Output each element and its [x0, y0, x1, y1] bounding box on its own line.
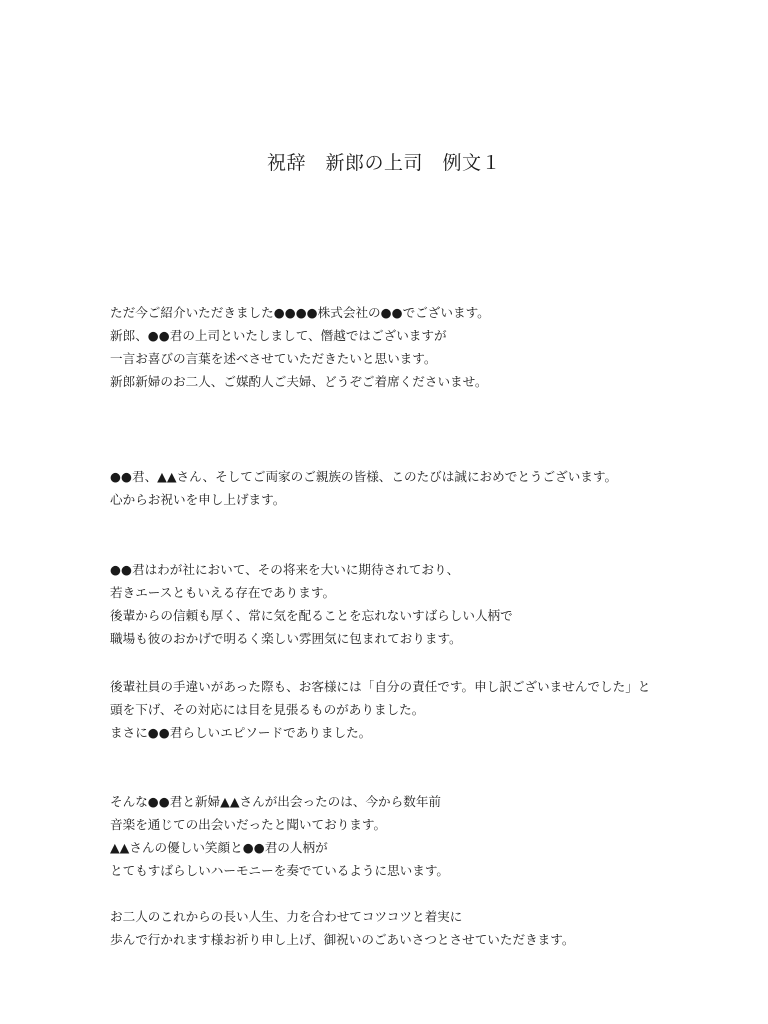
text-line: 心からお祝いを申し上げます。: [110, 492, 286, 507]
text-line: 新郎、●●君の上司といたしまして、僭越ではございますが: [110, 328, 447, 343]
text-line: 歩んで行かれます様お祈り申し上げ、御祝いのごあいさつとさせていただきます。: [110, 932, 575, 947]
paragraph-groom-character: [110, 558, 670, 650]
paragraph-meeting: [110, 790, 670, 882]
text-line: まさに●●君らしいエピソードでありました。: [110, 725, 372, 740]
text-line: お二人のこれからの長い人生、力を合わせてコツコツと着実に: [110, 909, 463, 924]
text-line: 若きエースともいえる存在であります。: [110, 585, 336, 600]
text-line: 新郎新婦のお二人、ご媒酌人ご夫婦、どうぞご着席くださいませ。: [110, 374, 488, 389]
paragraph-congratulations: [110, 465, 670, 511]
text-line: 後輩からの信頼も厚く、常に気を配ることを忘れないすばらしい人柄で: [110, 608, 513, 623]
paragraph-episode: [110, 676, 670, 744]
text-line: ●●君、▲▲さん、そしてご両家のご親族の皆様、このたびは誠におめでとうございます。: [110, 469, 618, 484]
paragraph-closing: [110, 905, 670, 951]
paragraph-opening: [110, 301, 670, 393]
text-line: ●●君はわが社において、その将来を大いに期待されており、: [110, 562, 460, 577]
text-line: とてもすばらしいハーモニーを奏でているように思います。: [110, 863, 450, 878]
text-line: ▲▲さんの優しい笑顔と●●君の人柄が: [110, 840, 328, 855]
text-line: 音楽を通じての出会いだったと聞いております。: [110, 817, 387, 832]
text-line: 後輩社員の手違いがあった際も、お客様には「自分の責任です。申し訳ございませんでした」と: [110, 679, 651, 694]
document-title: 祝辞 新郎の上司 例文１: [266, 152, 501, 174]
text-line: そんな●●君と新婦▲▲さんが出会ったのは、今から数年前: [110, 794, 442, 809]
text-line: 職場も彼のおかげで明るく楽しい雰囲気に包まれております。: [110, 631, 462, 646]
text-line: ただ今ご紹介いただきました●●●●株式会社の●●でございます。: [110, 305, 490, 320]
text-line: 頭を下げ、その対応には目を見張るものがありました。: [110, 702, 425, 717]
text-line: 一言お喜びの言葉を述べさせていただきたいと思います。: [110, 351, 437, 366]
